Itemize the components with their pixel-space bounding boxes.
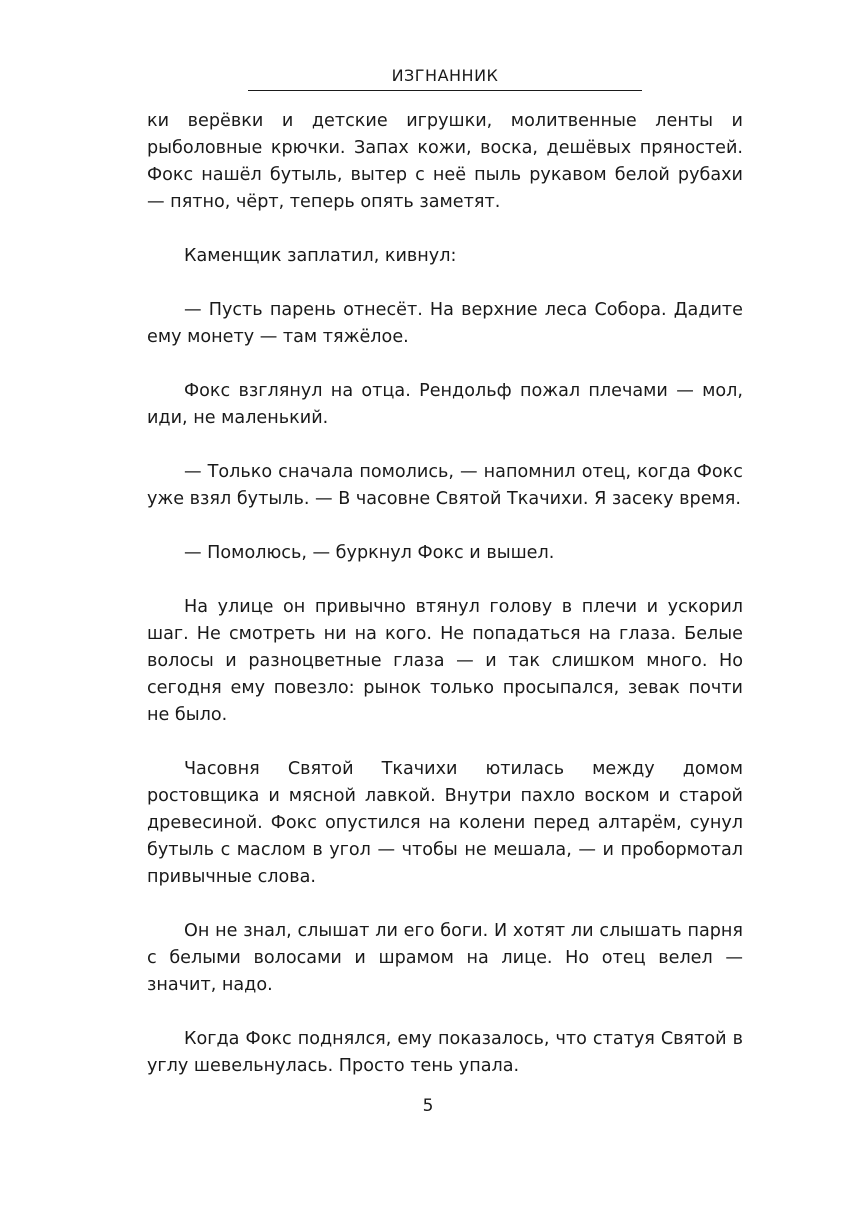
paragraph: Каменщик заплатил, кивнул: bbox=[184, 246, 457, 266]
paragraph: Он не знал, слышат ли его боги. И хотят ли слышать парня с белыми волосами и шрамом на лице. Но отец велел — значит, надо. bbox=[147, 921, 743, 995]
paragraph: Фокс взглянул на отца. Рендольф пожал плечами — мол, иди, не маленький. bbox=[147, 381, 743, 428]
paragraph: ки верёвки и детские игрушки, молитвенные ленты и рыболовные крючки. Запах кожи, воска, дешёвых пряностей. Фокс нашёл бутыль, вытер с неё пыль рукавом белой рубахи — пятно, чёрт, теперь опять заметят. bbox=[147, 111, 743, 212]
header-rule bbox=[248, 90, 642, 91]
page-number: 5 bbox=[422, 1096, 434, 1116]
running-header-title: ИЗГНАННИК bbox=[391, 66, 499, 85]
paragraph: — Помолюсь, — буркнул Фокс и вышел. bbox=[184, 543, 555, 563]
paragraph: Когда Фокс поднялся, ему показалось, что статуя Святой в углу шевельнулась. Просто тень упала. bbox=[147, 1029, 743, 1076]
paragraph: — Только сначала помолись, — напомнил отец, когда Фокс уже взял бутыль. — В часовне Святой Ткачихи. Я засеку время. bbox=[147, 462, 743, 509]
paragraph: На улице он привычно втянул голову в плечи и ускорил шаг. Не смотреть ни на кого. Не попадаться на глаза. Белые волосы и разноцветные глаза — и так слишком много. Но сегодня ему повезло: рынок только просыпался, зевак почти не было. bbox=[147, 597, 743, 725]
body-text bbox=[147, 108, 743, 1107]
paragraph: — Пусть парень отнесёт. На верхние леса Собора. Дадите ему монету — там тяжёлое. bbox=[147, 300, 743, 347]
paragraph: Часовня Святой Ткачихи ютилась между домом ростовщика и мясной лавкой. Внутри пахло воском и старой древесиной. Фокс опустился на колени перед алтарём, сунул бутыль с маслом в угол — чтобы не мешала, — и пробормотал привычные слова. bbox=[147, 759, 743, 887]
